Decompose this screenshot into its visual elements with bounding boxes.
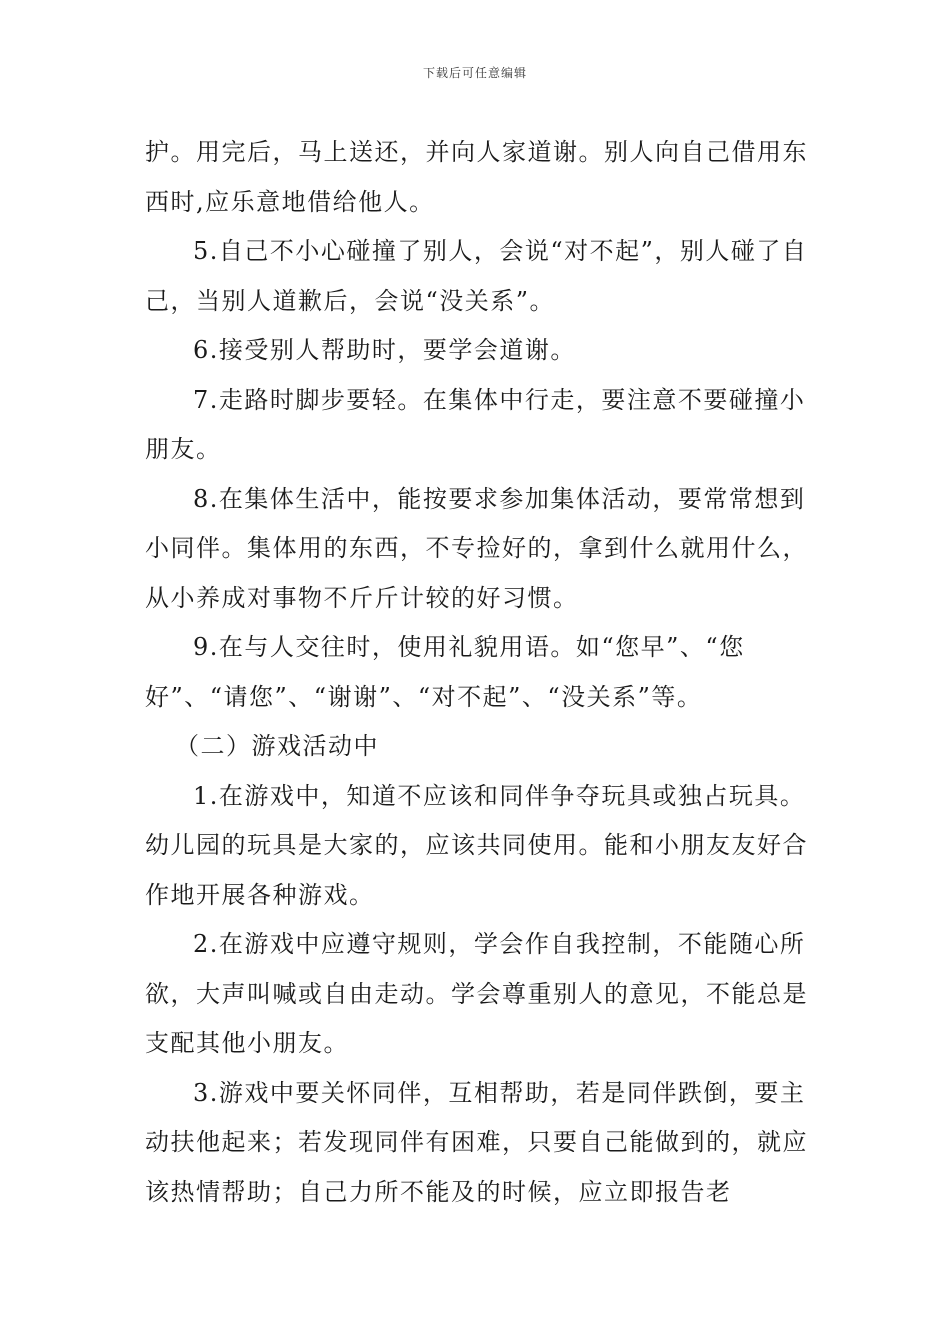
paragraph-item-6: 6.接受别人帮助时，要学会道谢。 bbox=[193, 336, 576, 364]
section-heading: （二）游戏活动中 bbox=[175, 732, 379, 760]
document-body bbox=[145, 128, 815, 1217]
paragraph-item-7: 7.走路时脚步要轻。在集体中行走，要注意不要碰撞小朋友。 bbox=[145, 385, 806, 463]
paragraph-game-item-3: 3.游戏中要关怀同伴，互相帮助，若是同伴跌倒，要主动扶他起来；若发现同伴有困难，只要自己能做到的，就应该热情帮助；自己力所不能及的时候，应立即报告老 bbox=[145, 1078, 808, 1206]
page-header: 下载后可任意编辑 bbox=[422, 66, 527, 80]
paragraph-item-8: 8.在集体生活中，能按要求参加集体活动，要常常想到小同伴。集体用的东西，不专捡好的，拿到什么就用什么，从小养成对事物不斤斤计较的好习惯。 bbox=[145, 484, 808, 612]
paragraph-game-item-2: 2.在游戏中应遵守规则，学会作自我控制，不能随心所欲，大声叫喊或自由走动。学会尊重别人的意见，不能总是支配其他小朋友。 bbox=[145, 930, 808, 1057]
paragraph-game-item-1: 1.在游戏中，知道不应该和同伴争夺玩具或独占玩具。幼儿园的玩具是大家的，应该共同使用。能和小朋友友好合作地开展各种游戏。 bbox=[145, 781, 808, 909]
paragraph-continuation: 护。用完后，马上送还，并向人家道谢。别人向自己借用东西时,应乐意地借给他人。 bbox=[145, 138, 808, 216]
paragraph-item-9: 9.在与人交往时，使用礼貌用语。如“您早”、“您好”、“请您”、“谢谢”、“对不起”、“没关系”等。 bbox=[145, 633, 745, 711]
paragraph-item-5: 5.自己不小心碰撞了别人，会说“对不起”，别人碰了自己，当别人道歉后，会说“没关系”。 bbox=[145, 237, 808, 315]
